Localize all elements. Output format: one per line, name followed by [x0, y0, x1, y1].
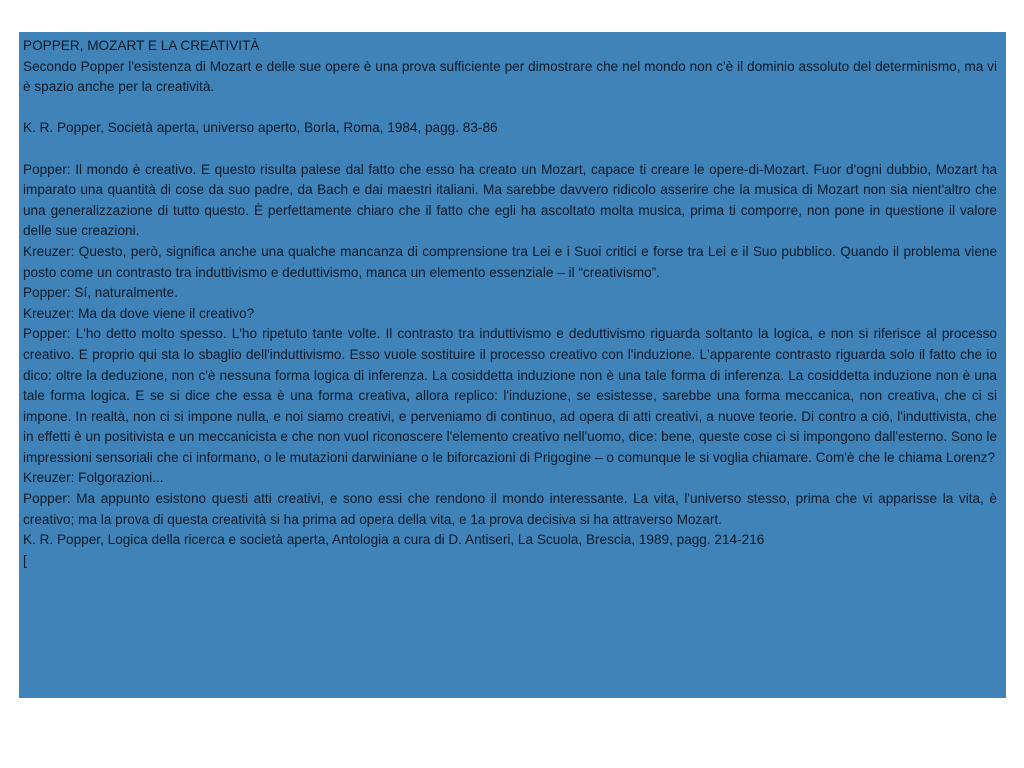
trailing-bracket: [ — [23, 552, 27, 568]
text-slide-box — [19, 32, 1006, 698]
spacer — [23, 98, 997, 119]
dialogue-line: Kreuzer: Folgorazioni... — [23, 470, 164, 486]
dialogue-line: Popper: Il mondo è creativo. E questo risulta palese dal fatto che esso ha creato un Mozart, capace ti creare le opere-di-Mozart. Fuor d'ogni dubbio, Mozart ha imparato una quantità di cose da suo padre, da Bach e dai maestri italiani. Ma sarebbe davvero ridicolo asserire che la musica di Mozart non sia nient'altro che una generalizzazione di tutto questo. È perfettamente chiaro che il fatto che egli ha ascoltato molta musica, prima ti comporre, non pone in questione il valore delle sue creazioni. — [23, 161, 997, 239]
dialogue-line: Kreuzer: Questo, però, significa anche una qualche mancanza di comprensione tra Lei e i Suoi critici e forse tra Lei e il Suo pubblico. Quando il problema viene posto come un contrasto tra induttivismo e deduttivismo, manca un elemento essenziale – il “creativismo”. — [23, 243, 997, 280]
spacer — [23, 139, 997, 160]
dialogue-line: Popper: L'ho detto molto spesso. L'ho ripetuto tante volte. Il contrasto tra induttivismo e deduttivismo riguarda soltanto la logica, e non si riferisce al processo creativo. E proprio qui sta lo sbaglio dell'induttivismo. Esso vuole sostituire il processo creativo con l'induzione. L'apparente contrasto riguarda solo il fatto che io dico: oltre la deduzione, non c'è nessuna forma logica di inferenza. La cosiddetta induzione non è una tale forma di inferenza. La cosiddetta induzione non è una tale forma logica. E se si dice che essa è una forma creativa, allora replico: l'induzione, se esistesse, sarebbe una forma meccanica, non creativa, che ci si impone. In realtà, non ci si impone nulla, e noi siamo creativi, e perveniamo di continuo, ad opera di atti creativi, a nuove teorie. Di contro a ció, l'induttivista, che in effetti è un positivista e un meccanicista e che non vuol riconoscere l'elemento creativo nell'uomo, dice: bene, queste cose ci si impongono dall'esterno. Sono le impressioni sensoriali che ci informano, o le mutazioni darwiniane o le biforcazioni di Prigogine – o comunque le si voglia chiamare. Com'è che le chiama Lorenz? — [23, 326, 998, 465]
dialogue-line: Kreuzer: Ma da dove viene il creativo? — [23, 305, 255, 321]
intro-paragraph: Secondo Popper l'esistenza di Mozart e delle sue opere è una prova sufficiente per dimostrare che nel mondo non c'è il dominio assoluto del determinismo, ma vi è spazio anche per la creatività. — [23, 58, 997, 95]
dialogue-line: Popper: Sí, naturalmente. — [23, 285, 178, 301]
citation-1: K. R. Popper, Società aperta, universo aperto, Borla, Roma, 1984, pagg. 83-86 — [23, 120, 498, 136]
citation-2: K. R. Popper, Logica della ricerca e società aperta, Antologia a cura di D. Antiseri, La Scuola, Brescia, 1989, pagg. 214-216 — [23, 532, 765, 548]
document-title: POPPER, MOZART E LA CREATIVITÀ — [23, 38, 260, 53]
dialogue-line: Popper: Ma appunto esistono questi atti creativi, e sono essi che rendono il mondo interessante. La vita, l'universo stesso, prima che vi apparisse la vita, è creativo; ma la prova di questa creatività si ha prima ad opera della vita, e 1a prova decisiva si ha attraverso Mozart. — [23, 491, 997, 527]
slide-text-body — [23, 36, 997, 571]
